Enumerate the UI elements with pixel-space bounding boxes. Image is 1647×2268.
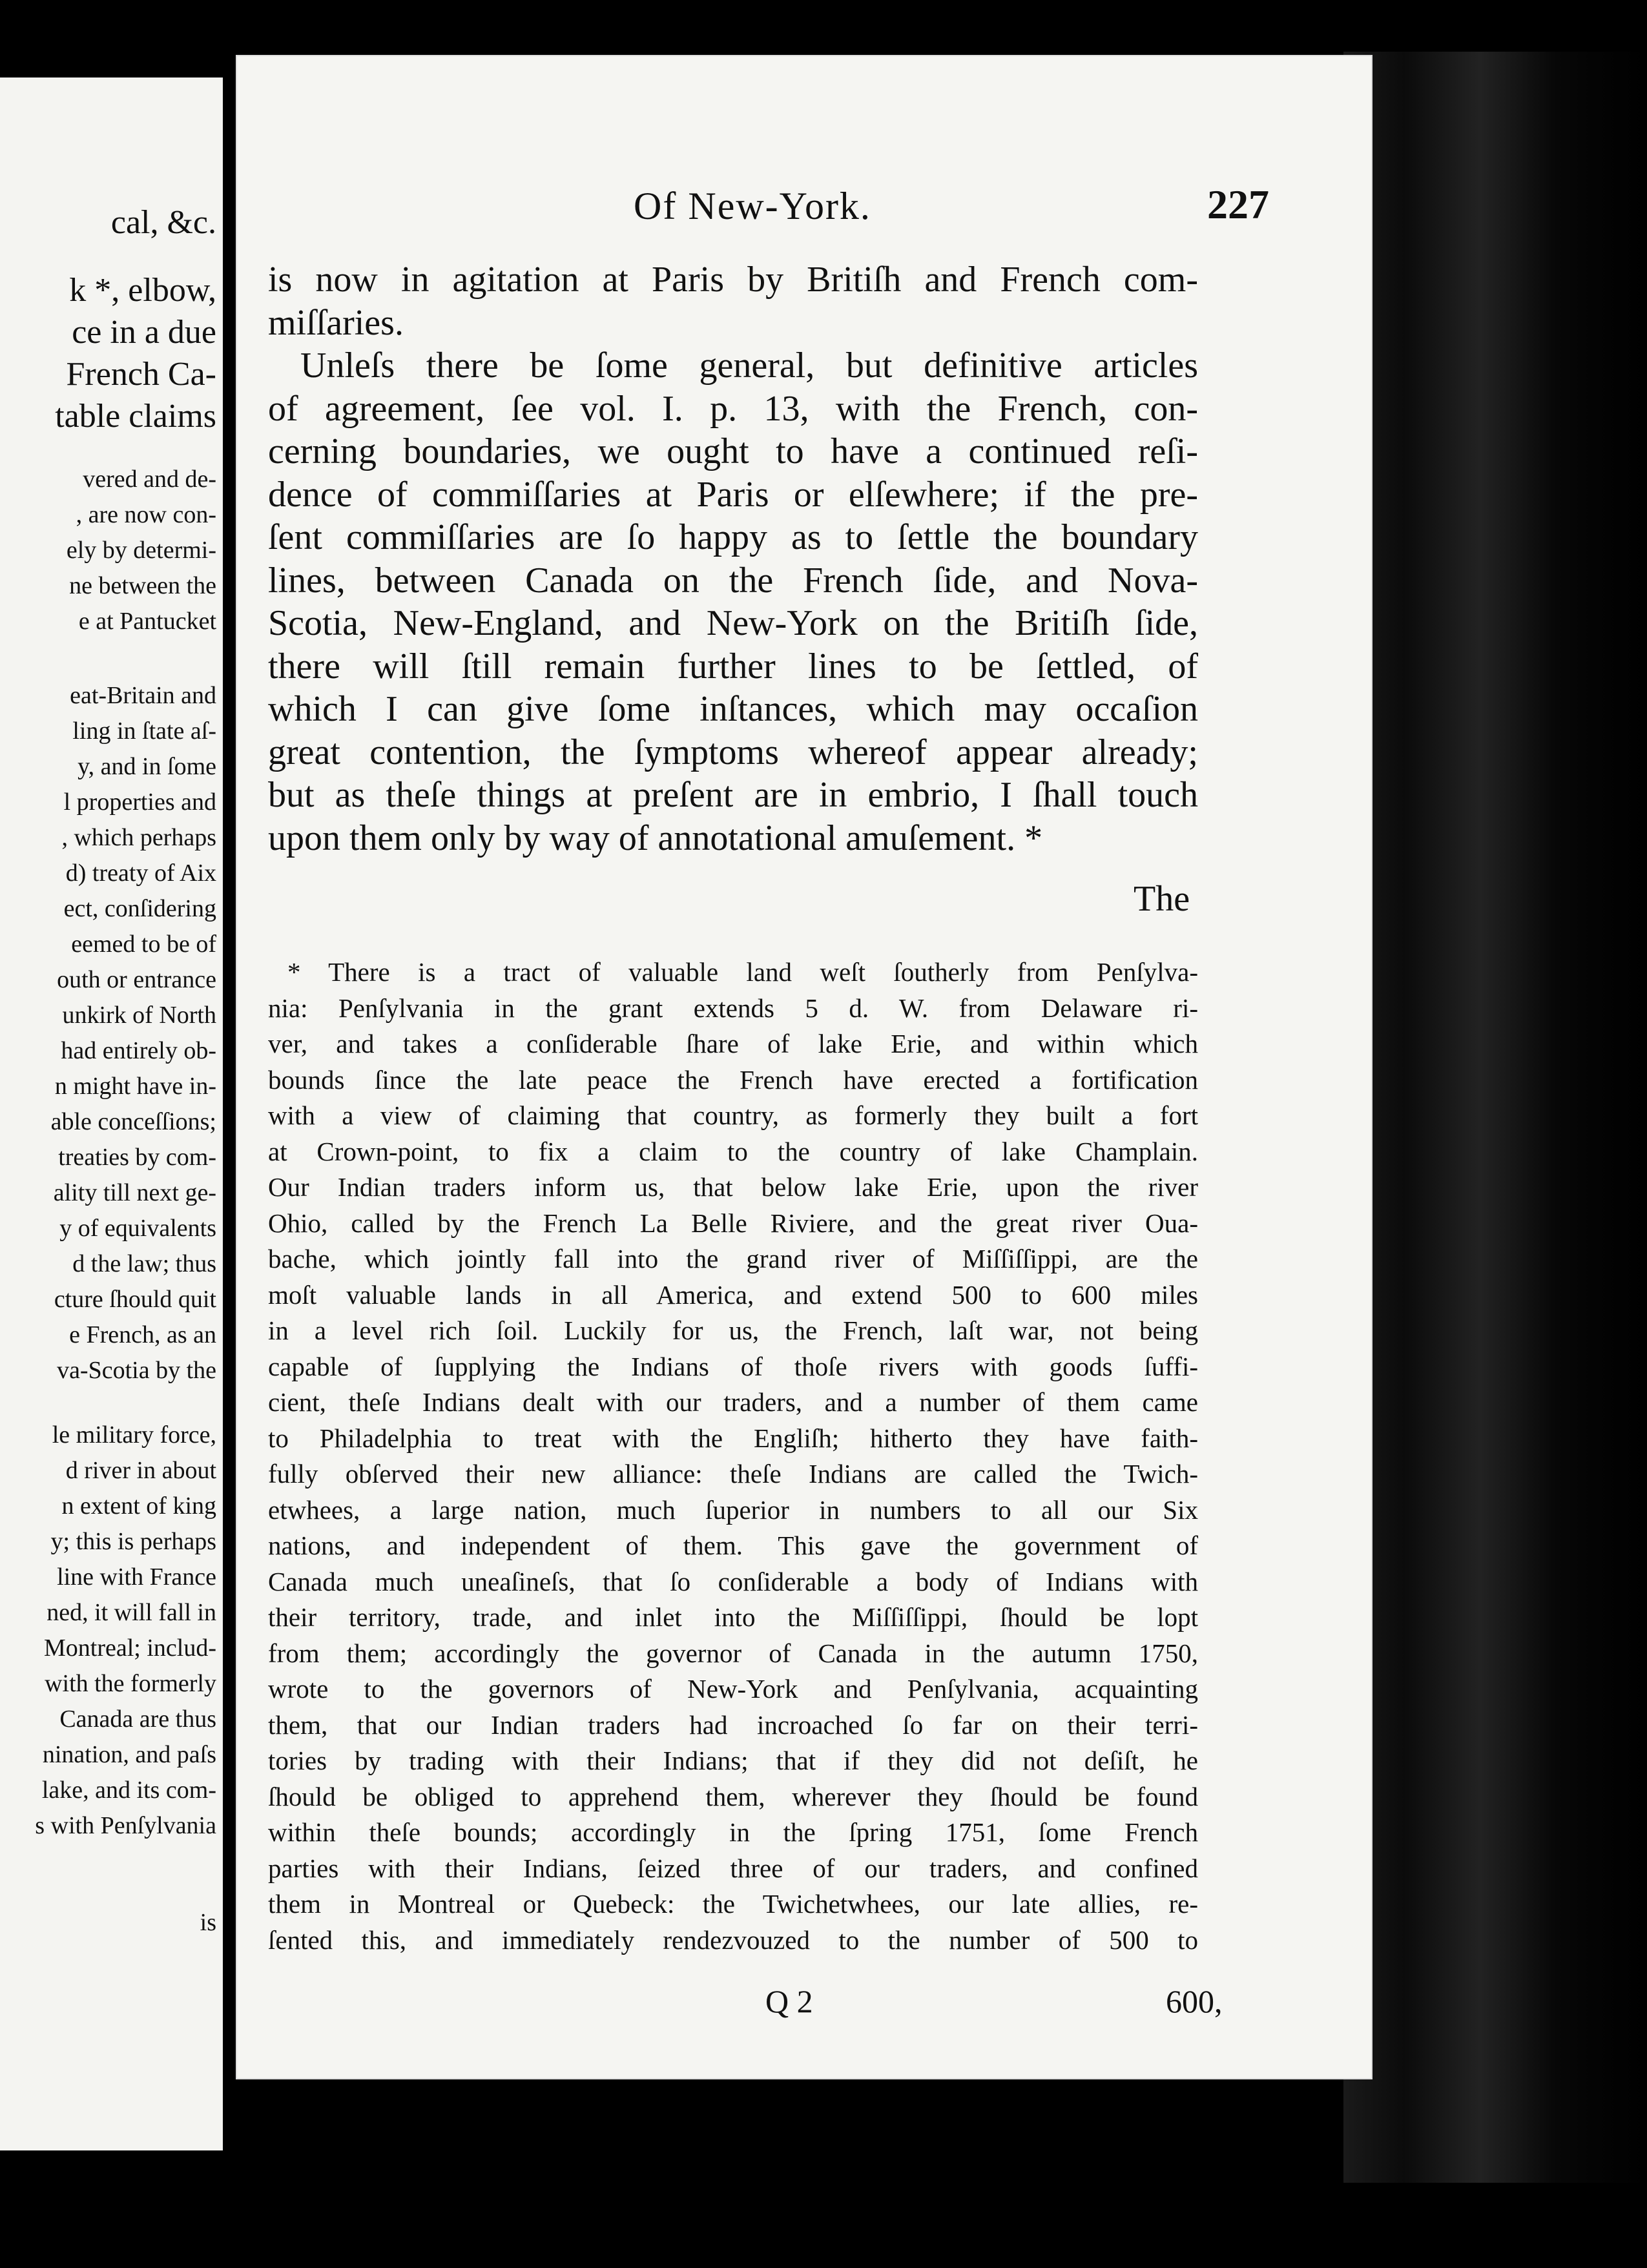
footnote-line: tories by trading with their Indians; that if they did not deſiſt, he: [268, 1746, 1198, 1775]
catchword: The: [1134, 879, 1190, 919]
footnote-line: parties with their Indians, ſeized three of our traders, and confined: [268, 1853, 1198, 1883]
left-page-line: n might have in-: [54, 1073, 216, 1100]
running-head: Of New-York.: [634, 185, 871, 227]
left-page-line: ned, it will fall in: [47, 1599, 216, 1626]
left-page-line: had entirely ob-: [61, 1037, 216, 1064]
footnote-catchword: 600,: [1166, 1983, 1223, 2019]
left-page-line: k *, elbow,: [69, 272, 216, 309]
footnote-line: Our Indian traders inform us, that below lake Erie, upon the river: [268, 1172, 1198, 1202]
footnote-line: them in Montreal or Quebeck: the Twichetwhees, our late allies, re-: [268, 1889, 1198, 1919]
body-line: but as theſe things at preſent are in embrio, I ſhall touch: [268, 775, 1198, 815]
left-page-line: cal, &c.: [110, 204, 216, 241]
left-page-line: , are now con-: [76, 501, 216, 528]
left-page-line: line with France: [57, 1563, 216, 1591]
left-page-line: e at Pantucket: [78, 608, 216, 635]
footnote-line: ſented this, and immediately rendezvouzed to the number of 500 to: [268, 1925, 1198, 1955]
footnote-line: with a view of claiming that country, as formerly they built a fort: [268, 1100, 1198, 1130]
footnote-line: ſhould be obliged to apprehend them, wherever they ſhould be found: [268, 1782, 1198, 1811]
left-page-line: y of equivalents: [59, 1215, 216, 1242]
body-line: dence of commiſſaries at Paris or elſewhere; if the pre-: [268, 475, 1198, 515]
left-page-line: with the formerly: [45, 1670, 216, 1697]
left-page-line: n extent of king: [61, 1492, 216, 1520]
body-line: lines, between Canada on the French ſide, and Nova-: [268, 561, 1198, 601]
left-page-line: s with Penſylvania: [35, 1812, 216, 1839]
body-line: upon them only by way of annotational amuſement. *: [268, 818, 1043, 858]
left-page-line: e French, as an: [69, 1321, 216, 1348]
body-line: which I can give ſome inſtances, which may occaſion: [268, 689, 1198, 729]
body-line: miſſaries.: [268, 303, 404, 343]
footnote-line: them, that our Indian traders had incroached ſo far on their terri-: [268, 1710, 1198, 1740]
body-line: Unleſs there be ſome general, but definitive articles: [300, 345, 1198, 386]
book-gutter: [1343, 52, 1647, 2183]
footnote-line: their territory, trade, and inlet into the Miſſiſſippi, ſhould be lopt: [268, 1602, 1198, 1632]
footnote-line: moſt valuable lands in all America, and extend 500 to 600 miles: [268, 1280, 1198, 1310]
left-page-line: ect, conſidering: [63, 895, 216, 922]
left-page-line: Montreal; includ-: [44, 1634, 216, 1662]
left-page-line: l properties and: [63, 789, 216, 816]
left-page-line: eat-Britain and: [70, 682, 216, 709]
left-page-line: ce in a due: [72, 314, 216, 351]
footnote-line: Canada much uneaſineſs, that ſo conſiderable a body of Indians with: [268, 1567, 1198, 1596]
body-line: of agreement, ſee vol. I. p. 13, with the French, con-: [268, 389, 1198, 429]
footnote-line: to Philadelphia to treat with the Engliſh; hitherto they have faith-: [268, 1423, 1198, 1453]
footnote-line: capable of ſupplying the Indians of thoſe rivers with goods ſuffi-: [268, 1352, 1198, 1381]
page-number: 227: [1207, 181, 1269, 227]
left-page-line: lake, and its com-: [41, 1777, 216, 1804]
footnote-line: etwhees, a large nation, much ſuperior in numbers to all our Six: [268, 1495, 1198, 1525]
body-line: is now in agitation at Paris by Britiſh and French com-: [268, 260, 1198, 300]
left-page-line: vered and de-: [83, 466, 216, 493]
left-page-line: treaties by com-: [58, 1144, 216, 1171]
left-page-line: y, and in ſome: [78, 753, 216, 780]
body-line: cerning boundaries, we ought to have a continued reſi-: [268, 431, 1198, 471]
footnote-line: cient, theſe Indians dealt with our traders, and a number of them came: [268, 1387, 1198, 1417]
left-page-line: le military force,: [52, 1421, 216, 1448]
footnote-line: Ohio, called by the French La Belle Riviere, and the great river Oua-: [268, 1208, 1198, 1238]
footnote-line: nations, and independent of them. This gave the government of: [268, 1531, 1198, 1560]
footnote-line: nia: Penſylvania in the grant extends 5 d. W. from Delaware ri-: [268, 993, 1198, 1023]
footnote-line: * There is a tract of valuable land weſt ſoutherly from Penſylva-: [287, 957, 1198, 987]
main-page: [236, 55, 1372, 2079]
footnote-line: in a level rich ſoil. Luckily for us, the French, laſt war, not being: [268, 1315, 1198, 1345]
left-page-line: Canada are thus: [59, 1706, 216, 1733]
footnote-line: wrote to the governors of New-York and Penſylvania, acquainting: [268, 1674, 1198, 1704]
footnote-line: ver, and takes a conſiderable ſhare of lake Erie, and within which: [268, 1029, 1198, 1058]
left-partial-page: [0, 77, 223, 2150]
body-line: there will ſtill remain further lines to be ſettled, of: [268, 646, 1198, 686]
left-page-line: ely by determi-: [66, 537, 216, 564]
signature-mark: Q 2: [765, 1983, 813, 2019]
left-page-line: d) treaty of Aix: [65, 860, 216, 887]
left-page-line: able conceſſions;: [50, 1108, 216, 1135]
left-page-line: ality till next ge-: [53, 1179, 216, 1206]
left-page-line: table claims: [55, 398, 216, 435]
footnote-line: fully obſerved their new alliance: theſe Indians are called the Twich-: [268, 1459, 1198, 1489]
left-page-line: is: [200, 1909, 216, 1936]
left-page-line: va-Scotia by the: [57, 1357, 216, 1384]
footnote-line: bache, which jointly fall into the grand river of Miſſiſſippi, are the: [268, 1244, 1198, 1273]
left-page-line: d the law; thus: [72, 1250, 216, 1277]
footnote-line: at Crown-point, to fix a claim to the country of lake Champlain.: [268, 1137, 1198, 1166]
left-page-line: nination, and paſs: [42, 1741, 216, 1768]
left-page-line: ne between the: [69, 572, 216, 599]
left-page-line: ling in ſtate aſ-: [72, 717, 216, 745]
left-page-line: y; this is perhaps: [50, 1528, 216, 1555]
left-page-line: , which perhaps: [61, 824, 216, 851]
left-page-line: outh or entrance: [57, 966, 216, 993]
footnote-line: within theſe bounds; accordingly in the ſpring 1751, ſome French: [268, 1817, 1198, 1847]
left-page-line: cture ſhould quit: [54, 1286, 216, 1313]
left-page-line: eemed to be of: [71, 931, 216, 958]
footnote-line: bounds ſince the late peace the French have erected a fortification: [268, 1065, 1198, 1095]
body-line: great contention, the ſymptoms whereof appear already;: [268, 732, 1198, 772]
left-page-line: d river in about: [65, 1457, 216, 1484]
footnote-line: from them; accordingly the governor of Canada in the autumn 1750,: [268, 1638, 1198, 1668]
left-page-line: French Ca-: [66, 356, 216, 393]
left-page-line: unkirk of North: [62, 1002, 216, 1029]
body-line: Scotia, New-England, and New-York on the Britiſh ſide,: [268, 603, 1198, 643]
body-line: ſent commiſſaries are ſo happy as to ſettle the boundary: [268, 517, 1198, 557]
